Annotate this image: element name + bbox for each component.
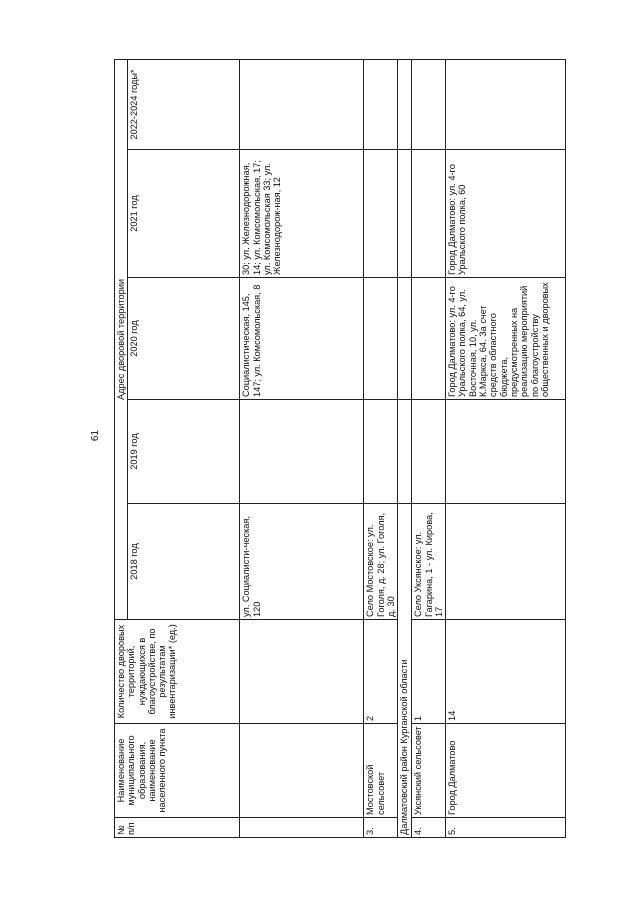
cell-2018 [446,504,566,620]
cell-2022 [364,59,398,149]
cell-name: Мостовской сельсовет [364,724,398,818]
cell-2018: Село Мостовское: ул. Гоголя, д. 28; ул. Гоголя, д. 30 [364,504,398,620]
cell-2019 [240,400,364,504]
table-row [364,59,398,837]
header-municipality: Наименование муниципального образования, наименование населенного пункта [115,724,240,818]
cell-num: 5. [446,818,566,838]
document-table-rotated [114,60,605,838]
cell-2020 [412,278,446,400]
cell-name [240,724,364,818]
cell-num: 3. [364,818,398,838]
cell-2021: 30; ул. Железнодорожная, 14; ул. Комсомольская, 17; ул. Комсомольская 33; ул. Железнодорож-ная, 12 [240,150,364,278]
cell-2018: Село Уксянское: ул. Гагарина, 1 - ул. Кирова, 17 [412,504,446,620]
cell-2020: Социалистическая, 145, 147; ул. Комсомольская, 8 [240,278,364,400]
cell-2022 [446,59,566,149]
cell-count: 14 [446,620,566,724]
cell-2020 [364,278,398,400]
cell-num: 4. [412,818,446,838]
header-count: Количество дворовых территорий, нуждающихся в благоустройстве, по результатам инвентаризации* (ед.) [115,620,240,724]
cell-2021 [364,150,398,278]
section-title: Далматовский район Курганской области [398,620,412,838]
header-2022-2024: 2022-2024 годы* [128,59,240,149]
cell-2019 [446,400,566,504]
table-row [412,59,446,837]
cell-name: Уксянский сельсовет [412,724,446,818]
cell-2021: Город Далматово: ул. 4-го Уральского полка, 60 [446,150,566,278]
cell-2020: Город Далматово: ул. 4-го Уральского полка, 64, ул. Восточная, 10, ул. К.Маркса, 64. За счет средств областного бюджета, предусмотренных на реализацию мероприятий по благоустройству общественных и дворовых [446,278,566,400]
courtyard-table [114,59,566,838]
cell-2021 [412,150,446,278]
page-number: 61 [90,429,102,442]
cell-num [240,818,364,838]
cell-name: Город Далматово [446,724,566,818]
cell-2018: ул. Социалисти-ческая, 120 [240,504,364,620]
cell-2019 [412,400,446,504]
cell-2022 [240,59,364,149]
cell-count: 1 [412,620,446,724]
section-row [398,59,412,837]
table-row [240,59,364,837]
cell-count [240,620,364,724]
header-num: № п/п [115,818,240,838]
table-row [446,59,566,837]
header-2020: 2020 год [128,278,240,400]
cell-count: 2 [364,620,398,724]
header-2019: 2019 год [128,400,240,504]
cell-2022 [412,59,446,149]
header-address-group: Адрес дворовой территории [115,59,128,619]
header-2021: 2021 год [128,150,240,278]
cell-2019 [364,400,398,504]
header-2018: 2018 год [128,504,240,620]
